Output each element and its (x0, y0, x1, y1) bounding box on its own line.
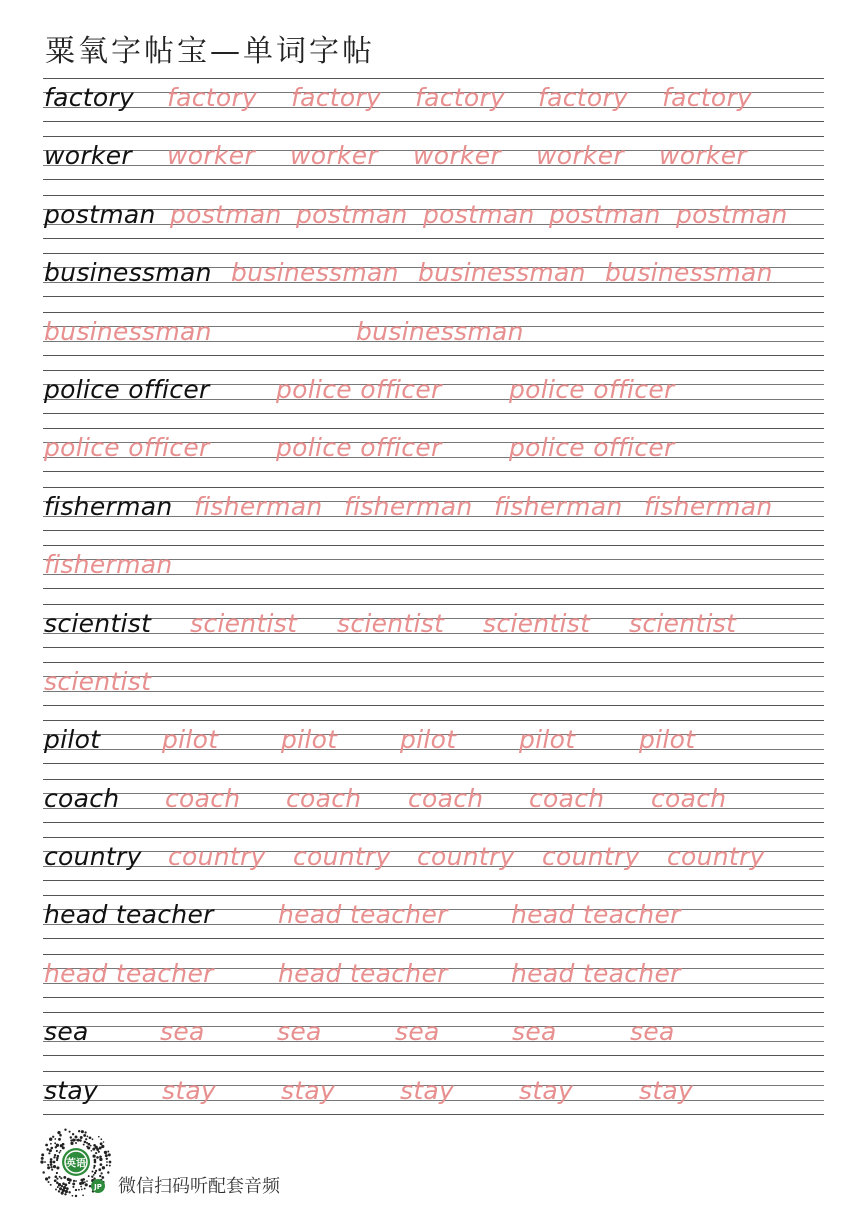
trace-word: sea (512, 1017, 557, 1047)
model-word: postman (44, 199, 156, 229)
practice-row (43, 662, 824, 720)
trace-word: police officer (44, 433, 210, 463)
trace-word: fisherman (644, 491, 773, 521)
trace-word: pilot (400, 725, 457, 755)
practice-row (43, 136, 824, 194)
trace-word: scientist (44, 666, 152, 696)
footer (40, 1128, 340, 1198)
trace-word: pilot (281, 725, 338, 755)
trace-word: factory (538, 83, 629, 112)
trace-word: businessman (605, 258, 773, 288)
trace-word: head teacher (44, 958, 214, 988)
qr-badge-label: 英语 (66, 1158, 86, 1170)
trace-word: factory (415, 83, 506, 112)
model-word: country (44, 842, 142, 872)
trace-word: worker (659, 141, 747, 171)
trace-word: postman (423, 199, 535, 229)
trace-word: head teacher (278, 958, 448, 988)
model-word: head teacher (44, 900, 214, 930)
trace-word: stay (639, 1075, 694, 1105)
trace-word: sea (395, 1017, 440, 1047)
trace-word: scientist (629, 608, 737, 638)
bottom-rule-line (43, 1114, 824, 1115)
qr-corner-label: JP (94, 1183, 102, 1191)
trace-word: worker (413, 141, 501, 171)
trace-word: scientist (190, 608, 298, 638)
trace-word: police officer (509, 374, 675, 404)
model-word: stay (44, 1075, 99, 1105)
practice-row (43, 1071, 824, 1129)
practice-row (43, 895, 824, 953)
trace-word: businessman (356, 316, 524, 346)
model-word: worker (44, 141, 132, 171)
practice-row (43, 312, 824, 370)
model-word: businessman (44, 258, 212, 288)
practice-row (43, 78, 824, 136)
trace-word: sea (277, 1017, 322, 1047)
practice-row (43, 720, 824, 778)
practice-row (43, 487, 824, 545)
model-word: coach (44, 783, 120, 813)
trace-word: country (667, 842, 765, 872)
trace-word: coach (286, 783, 362, 813)
trace-word: businessman (44, 316, 212, 346)
trace-word: police officer (276, 433, 442, 463)
practice-rows (43, 78, 824, 1129)
trace-word: fisherman (344, 491, 473, 521)
trace-word: businessman (231, 258, 399, 288)
trace-word: postman (549, 199, 661, 229)
practice-row (43, 1012, 824, 1070)
trace-word: police officer (509, 433, 675, 463)
practice-row (43, 604, 824, 662)
trace-word: postman (676, 199, 788, 229)
trace-word: police officer (276, 374, 442, 404)
model-word: sea (44, 1017, 89, 1047)
trace-word: country (293, 842, 391, 872)
trace-word: worker (167, 141, 255, 171)
trace-word: stay (162, 1075, 217, 1105)
trace-word: sea (630, 1017, 675, 1047)
trace-word: worker (290, 141, 378, 171)
trace-word: worker (536, 141, 624, 171)
trace-word: fisherman (494, 491, 623, 521)
trace-word: head teacher (278, 900, 448, 930)
trace-word: coach (408, 783, 484, 813)
trace-word: businessman (418, 258, 586, 288)
model-word: factory (44, 83, 135, 112)
trace-word: coach (651, 783, 727, 813)
trace-word: country (168, 842, 266, 872)
trace-word: stay (400, 1075, 455, 1105)
trace-word: scientist (337, 608, 445, 638)
page-title: 粟氧字帖宝—单词字帖 (45, 34, 375, 69)
trace-word: pilot (519, 725, 576, 755)
model-word: pilot (44, 725, 101, 755)
trace-word: factory (167, 83, 258, 112)
model-word: police officer (44, 374, 210, 404)
trace-word: postman (170, 199, 282, 229)
footer-caption: 微信扫码听配套音频 (118, 1176, 280, 1197)
trace-word: fisherman (194, 491, 323, 521)
trace-word: stay (519, 1075, 574, 1105)
practice-row (43, 253, 824, 311)
trace-word: coach (165, 783, 241, 813)
trace-word: sea (160, 1017, 205, 1047)
model-word: fisherman (44, 491, 173, 521)
practice-row (43, 195, 824, 253)
trace-word: postman (296, 199, 408, 229)
trace-word: stay (281, 1075, 336, 1105)
practice-row (43, 428, 824, 486)
trace-word: head teacher (511, 958, 681, 988)
trace-word: head teacher (511, 900, 681, 930)
trace-word: coach (529, 783, 605, 813)
qr-code-icon (40, 1128, 112, 1200)
trace-word: pilot (639, 725, 696, 755)
trace-word: scientist (483, 608, 591, 638)
practice-row (43, 837, 824, 895)
trace-word: country (417, 842, 515, 872)
trace-word: factory (662, 83, 753, 112)
trace-word: country (542, 842, 640, 872)
model-word: scientist (44, 608, 152, 638)
trace-word: pilot (162, 725, 219, 755)
practice-row (43, 954, 824, 1012)
practice-row (43, 779, 824, 837)
trace-word: fisherman (44, 550, 173, 580)
practice-row (43, 545, 824, 603)
practice-row (43, 370, 824, 428)
trace-word: factory (291, 83, 382, 112)
